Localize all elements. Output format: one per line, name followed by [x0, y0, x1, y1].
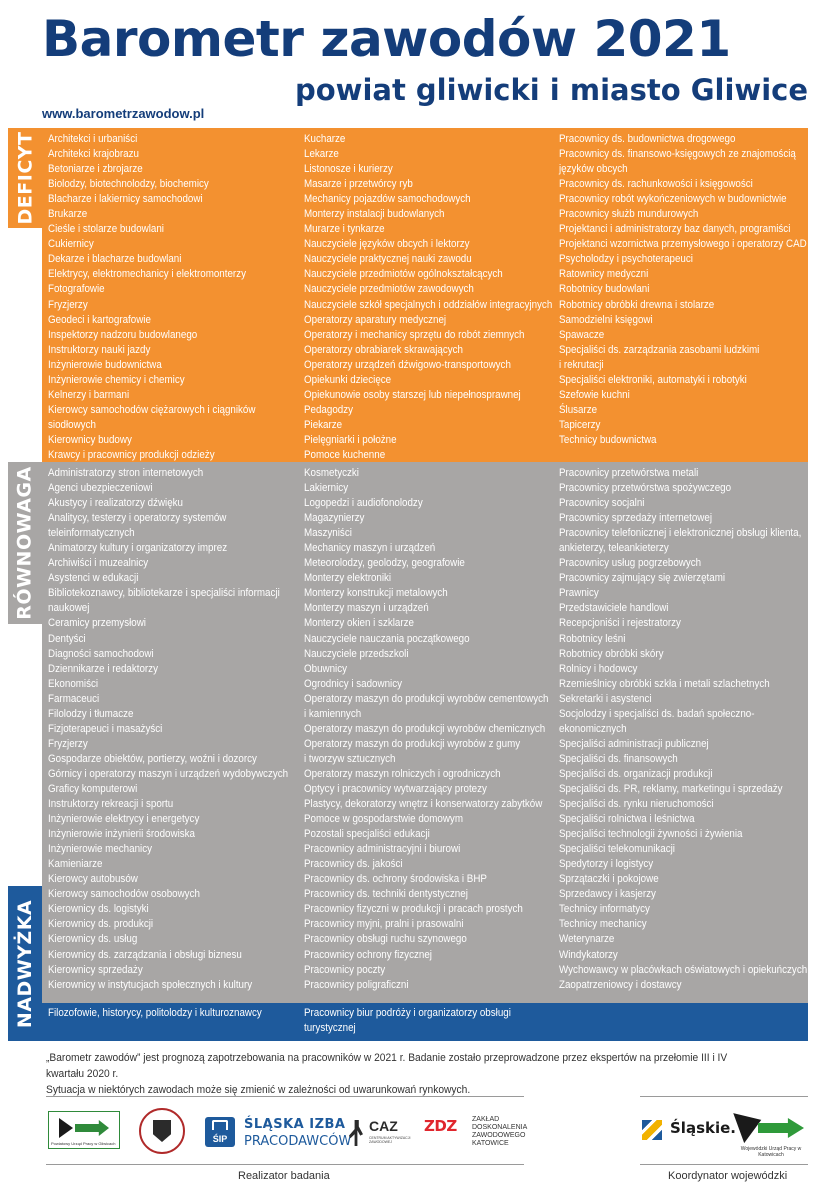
occupation-item: Samodzielni księgowi: [559, 313, 653, 326]
occupation-item: Recepcjoniści i rejestratorzy: [559, 617, 681, 630]
occupation-item: Spedytorzy i logistycy: [559, 858, 654, 871]
occupation-item: Pracownicy usług pogrzebowych: [559, 557, 702, 570]
occupation-item: Geodeci i kartografowie: [48, 313, 151, 326]
occupation-item: Psycholodzy i psychoterapeuci: [559, 253, 693, 266]
occupation-item: Mechanicy maszyn i urządzeń: [304, 542, 436, 555]
occupation-item: Specjaliści rolnictwa i leśnictwa: [559, 813, 695, 826]
occupation-item: Bibliotekoznawcy, bibliotekarze i specjaliści informacji: [48, 587, 280, 600]
occupation-item: Kierownicy w instytucjach społecznych i kultury: [48, 978, 253, 991]
sip-logo-text: [244, 1116, 351, 1150]
zdz-line-3: ZAWODOWEGO: [472, 1132, 526, 1139]
occupation-item: Kierownicy ds. logistyki: [48, 903, 149, 916]
occupation-item: Pracownicy robót wykończeniowych w budownictwie: [559, 193, 787, 206]
occupation-item: Specjaliści elektroniki, automatyki i robotyki: [559, 373, 747, 386]
divider: [46, 1096, 524, 1097]
occupation-item: Logopedzi i audiofonolodzy: [304, 497, 423, 510]
occupation-item: Pracownicy poczty: [304, 963, 386, 976]
climbing-figure-icon: [349, 1120, 363, 1146]
occupation-item: Fryzjerzy: [48, 298, 88, 311]
zdz-line-2: DOSKONALENIA: [472, 1124, 528, 1131]
occupation-item: Specjaliści administracji publicznej: [559, 737, 709, 750]
occupation-item: Robotnicy obróbki drewna i stolarze: [559, 298, 715, 311]
occupation-item: Pracownicy służb mundurowych: [559, 208, 699, 221]
occupation-item: Inżynierowie mechanicy: [48, 843, 152, 856]
occupation-item: Obuwnicy: [304, 662, 348, 675]
occupation-item: Operatorzy maszyn rolniczych i ogrodniczych: [304, 767, 501, 780]
occupation-item: Pomoce w gospodarstwie domowym: [304, 813, 463, 826]
occupation-item: Specjaliści ds. PR, reklamy, marketingu i sprzedaży: [559, 782, 783, 795]
realizator-caption: Realizator badania: [238, 1170, 330, 1182]
occupation-item: Mechanicy pojazdów samochodowych: [304, 193, 471, 206]
occupation-item: Graficy komputerowi: [48, 782, 138, 795]
occupation-item: Blacharze i lakiernicy samochodowi: [48, 193, 203, 206]
occupation-item: Administratorzy stron internetowych: [48, 467, 204, 479]
occupation-item: Robotnicy budowlani: [559, 283, 650, 296]
occupation-item: Opiekunki dziecięce: [304, 373, 392, 386]
occupation-item: Nauczyciele przedmiotów ogólnokształcących: [304, 268, 503, 281]
wup-katowice-logo: [736, 1106, 806, 1158]
occupation-item: Przedstawiciele handlowi: [559, 602, 669, 615]
occupation-item: Meteorolodzy, geolodzy, geografowie: [304, 557, 465, 570]
shield-icon: [153, 1120, 171, 1142]
page-title: Barometr zawodów 2021: [42, 10, 731, 68]
occupation-item: i rekrutacji: [559, 358, 604, 371]
occupation-item: Robotnicy obróbki skóry: [559, 647, 664, 660]
occupation-item: siodłowych: [48, 418, 96, 431]
occupation-item: Nauczyciele języków obcych i lektorzy: [304, 238, 470, 251]
divider: [640, 1096, 808, 1097]
occupation-item: Instruktorzy nauki jazdy: [48, 343, 151, 356]
occupation-item: ekonomicznych: [559, 722, 627, 735]
building-icon: [212, 1120, 228, 1130]
deficyt-tab: [8, 128, 42, 228]
occupation-item: Fizjoterapeuci i masażyści: [48, 722, 163, 735]
occupation-item: Operatorzy maszyn do produkcji wyrobów z gumy: [304, 737, 521, 750]
nadwyzka-label: NADWYŻKA: [14, 899, 36, 1028]
occupation-item: Monterzy elektroniki: [304, 572, 392, 585]
occupation-item: Animatorzy kultury i organizatorzy imprez: [48, 542, 228, 555]
rownowaga-label: RÓWNOWAGA: [14, 466, 36, 620]
occupation-item: Prawnicy: [559, 587, 599, 600]
occupation-item: Rolnicy i hodowcy: [559, 662, 638, 675]
occupation-item: Lakiernicy: [304, 482, 349, 495]
occupation-item: Wychowawcy w placówkach oświatowych i opiekuńczych: [559, 963, 808, 976]
occupation-item: Krawcy i pracownicy produkcji odzieży: [48, 448, 215, 461]
occupation-item: Dekarze i blacharze budowlani: [48, 253, 182, 266]
occupation-item: Brukarze: [48, 208, 88, 221]
occupation-item: Pracownicy zajmujący się zwierzętami: [559, 572, 726, 585]
occupation-item: Robotnicy leśni: [559, 632, 626, 645]
arrow-icon: [75, 1120, 109, 1136]
occupation-item: Fotografowie: [48, 283, 105, 296]
occupation-item: Pracownicy ds. rachunkowości i księgowości: [559, 178, 753, 191]
occupation-item: Pozostali specjaliści edukacji: [304, 828, 430, 841]
occupation-item: Pielęgniarki i położne: [304, 433, 397, 446]
occupation-item: Projektanci wzornictwa przemysłowego i operatorzy CAD: [559, 238, 807, 251]
occupation-item: Kelnerzy i barmani: [48, 388, 130, 401]
occupation-item: Archiwiści i muzealnicy: [48, 557, 149, 570]
occupation-item: Ratownicy medyczni: [559, 268, 649, 281]
occupation-item: Operatorzy i mechanicy sprzętu do robót ziemnych: [304, 328, 525, 341]
occupation-item: Górnicy i operatorzy maszyn i urządzeń wydobywczych: [48, 767, 289, 780]
occupation-item: Technicy mechanicy: [559, 918, 647, 931]
nadwyzka-column-1: [48, 1006, 291, 1021]
occupation-item: Sekretarki i asystenci: [559, 692, 652, 705]
rownowaga-column-3: [559, 466, 808, 993]
occupation-item: Pracownicy myjni, pralni i prasowalni: [304, 918, 464, 931]
occupation-item: Kosmetyczki: [304, 467, 359, 479]
occupation-item: Kierownicy ds. zarządzania i obsługi biznesu: [48, 948, 242, 961]
caz-logo: [347, 1116, 413, 1150]
occupation-item: Pracownicy ds. budownictwa drogowego: [559, 133, 736, 145]
divider: [640, 1164, 808, 1165]
occupation-item: Architekci i urbaniści: [48, 133, 138, 145]
occupation-item: Filolodzy i tłumacze: [48, 707, 134, 720]
occupation-item: Sprzedawcy i kasjerzy: [559, 888, 656, 901]
occupation-item: Ogrodnicy i sadownicy: [304, 677, 403, 690]
nadwyzka-tab: [8, 886, 42, 1041]
occupation-item: Kamieniarze: [48, 858, 103, 871]
sip-line-2: PRACODAWCÓW: [244, 1134, 352, 1149]
occupation-item: Specjaliści telekomunikacji: [559, 843, 675, 856]
sip-line-1: ŚLĄSKA IZBA: [244, 1117, 346, 1132]
occupation-item: Pomoce kuchenne: [304, 448, 386, 461]
nadwyzka-section: [42, 1003, 808, 1041]
occupation-item: Ekonomiści: [48, 677, 99, 690]
occupation-item: Kucharze: [304, 133, 346, 145]
occupation-item: Agenci ubezpieczeniowi: [48, 482, 153, 495]
occupation-item: Nauczyciele przedmiotów zawodowych: [304, 283, 474, 296]
occupation-item: Pracownicy ds. finansowo-księgowych ze znajomością: [559, 148, 796, 161]
occupation-item: Pracownicy fizyczni w produkcji i pracach prostych: [304, 903, 523, 916]
slaskie-text: Śląskie.: [670, 1119, 736, 1137]
occupation-item: Asystenci w edukacji: [48, 572, 139, 585]
deficyt-column-1: [48, 132, 291, 463]
sip-logo: [205, 1117, 235, 1147]
occupation-item: Monterzy instalacji budowlanych: [304, 208, 445, 221]
occupation-item: Pracownicy przetwórstwa metali: [559, 467, 699, 479]
zdz-mark: ZDZ: [424, 1117, 457, 1135]
deficyt-section: [42, 128, 808, 462]
deficyt-column-3: [559, 132, 808, 448]
occupation-item: Analitycy, testerzy i operatorzy systemów: [48, 512, 227, 525]
occupation-item: Masarze i przetwórcy ryb: [304, 178, 413, 191]
occupation-item: Magazynierzy: [304, 512, 365, 525]
occupation-item: Specjaliści ds. rynku nieruchomości: [559, 798, 714, 811]
occupation-item: Windykatorzy: [559, 948, 618, 961]
occupation-item: Farmaceuci: [48, 692, 100, 705]
rownowaga-tab: [8, 462, 42, 624]
occupation-item: Pracownicy ds. techniki dentystycznej: [304, 888, 468, 901]
crest-logo: [139, 1108, 185, 1154]
occupation-item: Operatorzy aparatury medycznej: [304, 313, 447, 326]
occupation-item: Pracownicy biur podróży i organizatorzy obsługi: [304, 1007, 511, 1019]
caz-subtitle: CENTRUM AKTYWIZACJI ZAWODOWEJ: [369, 1136, 411, 1144]
occupation-item: Kierownicy budowy: [48, 433, 132, 446]
rownowaga-column-2: [304, 466, 562, 993]
slaskie-symbol-icon: [642, 1120, 662, 1140]
occupation-item: naukowej: [48, 602, 90, 615]
rownowaga-column-1: [48, 466, 291, 993]
occupation-item: Pracownicy ochrony fizycznej: [304, 948, 432, 961]
occupation-item: Specjaliści ds. organizacji produkcji: [559, 767, 713, 780]
occupation-item: Inżynierowie budownictwa: [48, 358, 162, 371]
occupation-item: Specjaliści ds. finansowych: [559, 752, 678, 765]
occupation-item: Optycy i pracownicy wytwarzający protezy: [304, 782, 487, 795]
occupation-item: Elektrycy, elektromechanicy i elektromonterzy: [48, 268, 246, 281]
occupation-item: Murarze i tynkarze: [304, 223, 385, 236]
occupation-item: Kierownicy sprzedaży: [48, 963, 143, 976]
occupation-item: Ceramicy przemysłowi: [48, 617, 146, 630]
occupation-item: ankieterzy, teleankieterzy: [559, 542, 669, 555]
pup-gliwice-logo: [48, 1111, 120, 1149]
occupation-item: Zaopatrzeniowcy i dostawcy: [559, 978, 682, 991]
footnote-line-2: Sytuacja w niektórych zawodach może się zmienić w zależności od uwarunkowań rynkowych.: [46, 1084, 471, 1096]
occupation-item: Szefowie kuchni: [559, 388, 630, 401]
occupation-item: Pedagodzy: [304, 403, 354, 416]
occupation-item: Diagności samochodowi: [48, 647, 154, 660]
zdz-text: [472, 1116, 527, 1148]
occupation-item: i kamiennych: [304, 707, 362, 720]
occupation-item: Projektanci i administratorzy baz danych, programiści: [559, 223, 791, 236]
occupation-item: Nauczyciele praktycznej nauki zawodu: [304, 253, 472, 266]
occupation-item: Specjaliści ds. zarządzania zasobami ludzkimi: [559, 343, 760, 356]
occupation-item: Specjaliści technologii żywności i żywienia: [559, 828, 743, 841]
occupation-item: Kierowcy autobusów: [48, 873, 138, 886]
occupation-item: Inspektorzy nadzoru budowlanego: [48, 328, 198, 341]
nadwyzka-column-2: [304, 1006, 562, 1036]
occupation-item: Sprzątaczki i pokojowe: [559, 873, 659, 886]
occupation-item: Inżynierowie inżynierii środowiska: [48, 828, 196, 841]
occupation-item: Operatorzy urządzeń dźwigowo-transportowych: [304, 358, 511, 371]
occupation-item: Pracownicy ds. ochrony środowiska i BHP: [304, 873, 487, 886]
occupation-item: Piekarze: [304, 418, 343, 431]
occupation-item: Pracownicy socjalni: [559, 497, 645, 510]
occupation-item: Monterzy maszyn i urządzeń: [304, 602, 429, 615]
occupation-item: i tworzyw sztucznych: [304, 752, 396, 765]
occupation-item: Listonosze i kurierzy: [304, 163, 393, 176]
koordynator-caption: Koordynator wojewódzki: [668, 1170, 788, 1182]
occupation-item: Instruktorzy rekreacji i sportu: [48, 798, 174, 811]
occupation-item: Biolodzy, biotechnolodzy, biochemicy: [48, 178, 209, 191]
occupation-item: Pracownicy telefonicznej i elektronicznej obsługi klienta,: [559, 527, 802, 540]
occupation-item: Weterynarze: [559, 933, 615, 946]
occupation-item: Technicy informatycy: [559, 903, 650, 916]
occupation-item: Operatorzy obrabiarek skrawających: [304, 343, 463, 356]
caz-mark: CAZ: [369, 1118, 398, 1134]
occupation-item: Pracownicy administracyjni i biurowi: [304, 843, 461, 856]
occupation-item: Opiekunowie osoby starszej lub niepełnosprawnej: [304, 388, 521, 401]
occupation-item: Maszyniści: [304, 527, 352, 540]
occupation-item: Inżynierowie elektrycy i energetycy: [48, 813, 200, 826]
zdz-line-4: KATOWICE: [472, 1140, 509, 1147]
occupation-item: Kierownicy ds. produkcji: [48, 918, 154, 931]
occupation-item: Rzemieślnicy obróbki szkła i metali szlachetnych: [559, 677, 770, 690]
deficyt-column-2: [304, 132, 562, 463]
occupation-item: Pracownicy przetwórstwa spożywczego: [559, 482, 732, 495]
occupation-item: Architekci krajobrazu: [48, 148, 139, 161]
occupation-item: Monterzy konstrukcji metalowych: [304, 587, 448, 600]
zdz-logo: [424, 1116, 528, 1147]
occupation-item: Nauczyciele szkół specjalnych i oddziałów integracyjnych: [304, 298, 553, 311]
occupation-item: Cieśle i stolarze budowlani: [48, 223, 164, 236]
occupation-item: Pracownicy poligraficzni: [304, 978, 409, 991]
occupation-item: Pracownicy sprzedaży internetowej: [559, 512, 712, 525]
occupation-item: Betoniarze i zbrojarze: [48, 163, 143, 176]
footnote: [46, 1050, 762, 1098]
wup-logo-text: Wojewódzki Urząd Pracy w Katowicach: [740, 1146, 802, 1158]
occupation-item: Nauczyciele przedszkoli: [304, 647, 409, 660]
occupation-item: Akustycy i realizatorzy dźwięku: [48, 497, 184, 510]
occupation-item: Kierowcy samochodów osobowych: [48, 888, 200, 901]
occupation-item: Technicy budownictwa: [559, 433, 657, 446]
occupation-item: Plastycy, dekoratorzy wnętrz i konserwatorzy zabytków: [304, 798, 543, 811]
occupation-item: Inżynierowie chemicy i chemicy: [48, 373, 185, 386]
occupation-item: Monterzy okien i szklarze: [304, 617, 414, 630]
occupation-item: Tapicerzy: [559, 418, 601, 431]
occupation-item: Gospodarze obiektów, portierzy, woźni i dozorcy: [48, 752, 257, 765]
occupation-item: teleinformatycznych: [48, 527, 135, 540]
occupation-item: Ślusarze: [559, 403, 598, 416]
page-subtitle: powiat gliwicki i miasto Gliwice: [294, 73, 808, 107]
occupation-item: Socjolodzy i specjaliści ds. badań społeczno-: [559, 707, 755, 720]
divider: [46, 1164, 524, 1165]
occupation-item: Filozofowie, historycy, politolodzy i kulturoznawcy: [48, 1007, 262, 1019]
occupation-item: Cukiernicy: [48, 238, 94, 251]
occupation-item: języków obcych: [559, 163, 628, 176]
occupation-item: Operatorzy maszyn do produkcji wyrobów cementowych: [304, 692, 549, 705]
occupation-item: Nauczyciele nauczania początkowego: [304, 632, 470, 645]
website-link[interactable]: www.barometrzawodow.pl: [42, 106, 205, 121]
rownowaga-section: [42, 462, 808, 1003]
occupation-item: Dziennikarze i redaktorzy: [48, 662, 158, 675]
occupation-item: turystycznej: [304, 1022, 356, 1035]
occupation-item: Spawacze: [559, 328, 605, 341]
occupation-item: Fryzjerzy: [48, 737, 88, 750]
occupation-item: Pracownicy obsługi ruchu szynowego: [304, 933, 467, 946]
occupation-item: Dentyści: [48, 632, 86, 645]
zdz-line-1: ZAKŁAD: [472, 1116, 500, 1123]
footnote-line-1: „Barometr zawodów” jest prognozą zapotrzebowania na pracowników w 2021 r. Badanie zostało przeprowadzone przez ekspertów na przełomie III i IV kwartału 2020 r.: [46, 1052, 728, 1080]
arrow-icon: [59, 1118, 73, 1138]
occupation-item: Kierownicy ds. usług: [48, 933, 138, 946]
deficyt-label: DEFICYT: [14, 131, 36, 225]
pup-logo-text: Powiatowy Urząd Pracy w Gliwicach: [51, 1141, 116, 1146]
occupation-item: Operatorzy maszyn do produkcji wyrobów chemicznych: [304, 722, 546, 735]
occupation-item: Kierowcy samochodów ciężarowych i ciągników: [48, 403, 256, 416]
occupation-item: Lekarze: [304, 148, 339, 161]
sip-mark: ŚIP: [212, 1134, 228, 1144]
occupation-item: Pracownicy ds. jakości: [304, 858, 403, 871]
